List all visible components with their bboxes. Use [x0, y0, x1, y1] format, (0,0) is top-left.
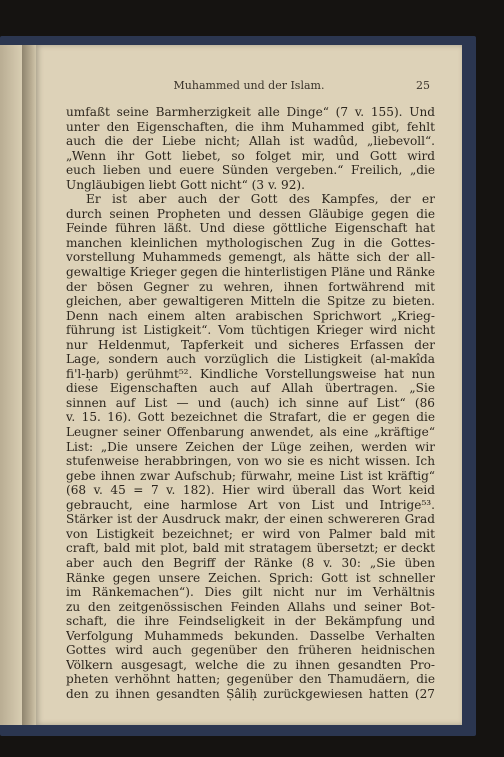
text-line: Ränke gegen unsere Zeichen. Sprich: Gott ist schneller [66, 570, 435, 585]
text-line: der bösen Gegner zu wehren, ihnen fortwährend mit [66, 279, 435, 294]
text-line: Stärker ist der Ausdruck makr, der einen schwereren Grad [66, 512, 435, 527]
text-line: führung ist Listigkeit“. Vom tüchtigen Krieger wird nicht [66, 323, 435, 338]
text-line: craft, bald mit plot, bald mit stratagem übersetzt; er deckt [66, 541, 435, 556]
body-text [66, 105, 435, 701]
book-gutter [22, 45, 36, 725]
text-line: gleichen, aber gewaltigeren Mitteln die Spitze zu bieten. [66, 294, 435, 309]
text-line: Verfolgung Muhammeds bekunden. Dasselbe Verhalten [66, 628, 435, 643]
text-line: durch seinen Propheten und dessen Gläubige gegen die [66, 206, 435, 221]
text-line: v. 15. 16). Gott bezeichnet die Strafart, die er gegen die [66, 410, 435, 425]
text-line: pheten verhöhnt hatten; gegenüber den Thamudäern, die [66, 672, 435, 687]
text-line: fi'l-ḥarb) gerühmt⁵². Kindliche Vorstellungsweise hat nun [66, 366, 435, 381]
text-line: Ungläubigen liebt Gott nicht“ (3 v. 92). [66, 177, 305, 192]
text-line: zu den zeitgenössischen Feinden Allahs und seiner Bot- [66, 599, 435, 614]
running-header [36, 79, 462, 95]
text-line: List: „Die unsere Zeichen der Lüge zeihen, werden wir [66, 439, 435, 454]
text-line: Völkern ausgesagt, welche die zu ihnen gesandten Pro- [66, 657, 435, 672]
running-title: Muhammed und der Islam. [173, 79, 325, 92]
text-line: schaft, die ihre Feindseligkeit in der Bekämpfung und [66, 614, 435, 629]
left-page-edge [0, 45, 22, 725]
text-line: manchen kleinlichen mythologischen Zug in die Gottes- [66, 235, 435, 250]
text-line: von Listigkeit bezeichnet; er wird von Palmer bald mit [66, 526, 435, 541]
text-line: den zu ihnen gesandten Ṣâliḥ zurückgewiesen hatten (27 [66, 686, 435, 701]
text-line: aber auch den Begriff der Ränke (8 v. 30: „Sie üben [66, 555, 435, 570]
text-line: Feinde führen läßt. Und diese göttliche Eigenschaft hat [66, 221, 435, 236]
text-line: gebraucht, eine harmlose Art von List und Intrige⁵³. [66, 497, 435, 512]
text-line: vorstellung Muhammeds gemengt, als hätte sich der all- [66, 250, 435, 265]
text-line: nur Heldenmut, Tapferkeit und sicheres Erfassen der [66, 337, 435, 352]
text-line: Leugner seiner Offenbarung anwendet, als eine „kräftige“ [66, 425, 435, 440]
page-number: 25 [416, 79, 430, 92]
text-line: Lage, sondern auch vorzüglich die Listigkeit (al-makîda [66, 352, 435, 367]
text-line: auch die der Liebe nicht; Allah ist wadûd, „liebevoll“. [66, 134, 435, 149]
text-line: „Wenn ihr Gott liebet, so folget mir, und Gott wird [66, 148, 435, 163]
text-line: sinnen auf List — und (auch) ich sinne auf List“ (86 [66, 395, 435, 410]
text-line: diese Eigenschaften auch auf Allah übertragen. „Sie [66, 381, 435, 396]
text-line: Denn nach einem alten arabischen Sprichwort „Krieg- [66, 308, 435, 323]
text-line: gebe ihnen zwar Aufschub; fürwahr, meine List ist kräftig“ [66, 468, 435, 483]
text-line: gewaltige Krieger gegen die hinterlistigen Pläne und Ränke [66, 265, 435, 280]
text-line: stufenweise herabbringen, von wo sie es nicht wissen. Ich [66, 454, 435, 469]
text-line: unter den Eigenschaften, die ihm Muhammed gibt, fehlt [66, 119, 435, 134]
text-line: umfaßt seine Barmherzigkeit alle Dinge“ (7 v. 155). Und [66, 105, 435, 119]
text-line: (68 v. 45 = 7 v. 182). Hier wird überall das Wort keid [66, 483, 435, 498]
text-line: im Ränkemachen“). Dies gilt nicht nur im Verhältnis [66, 585, 435, 600]
text-line: Er ist aber auch der Gott des Kampfes, der er [86, 192, 435, 207]
text-line: euch lieben und euere Sünden vergeben.“ Freilich, „die [66, 163, 435, 178]
text-line: Gottes wird auch gegenüber den früheren heidnischen [66, 643, 435, 658]
book-page [36, 45, 462, 725]
